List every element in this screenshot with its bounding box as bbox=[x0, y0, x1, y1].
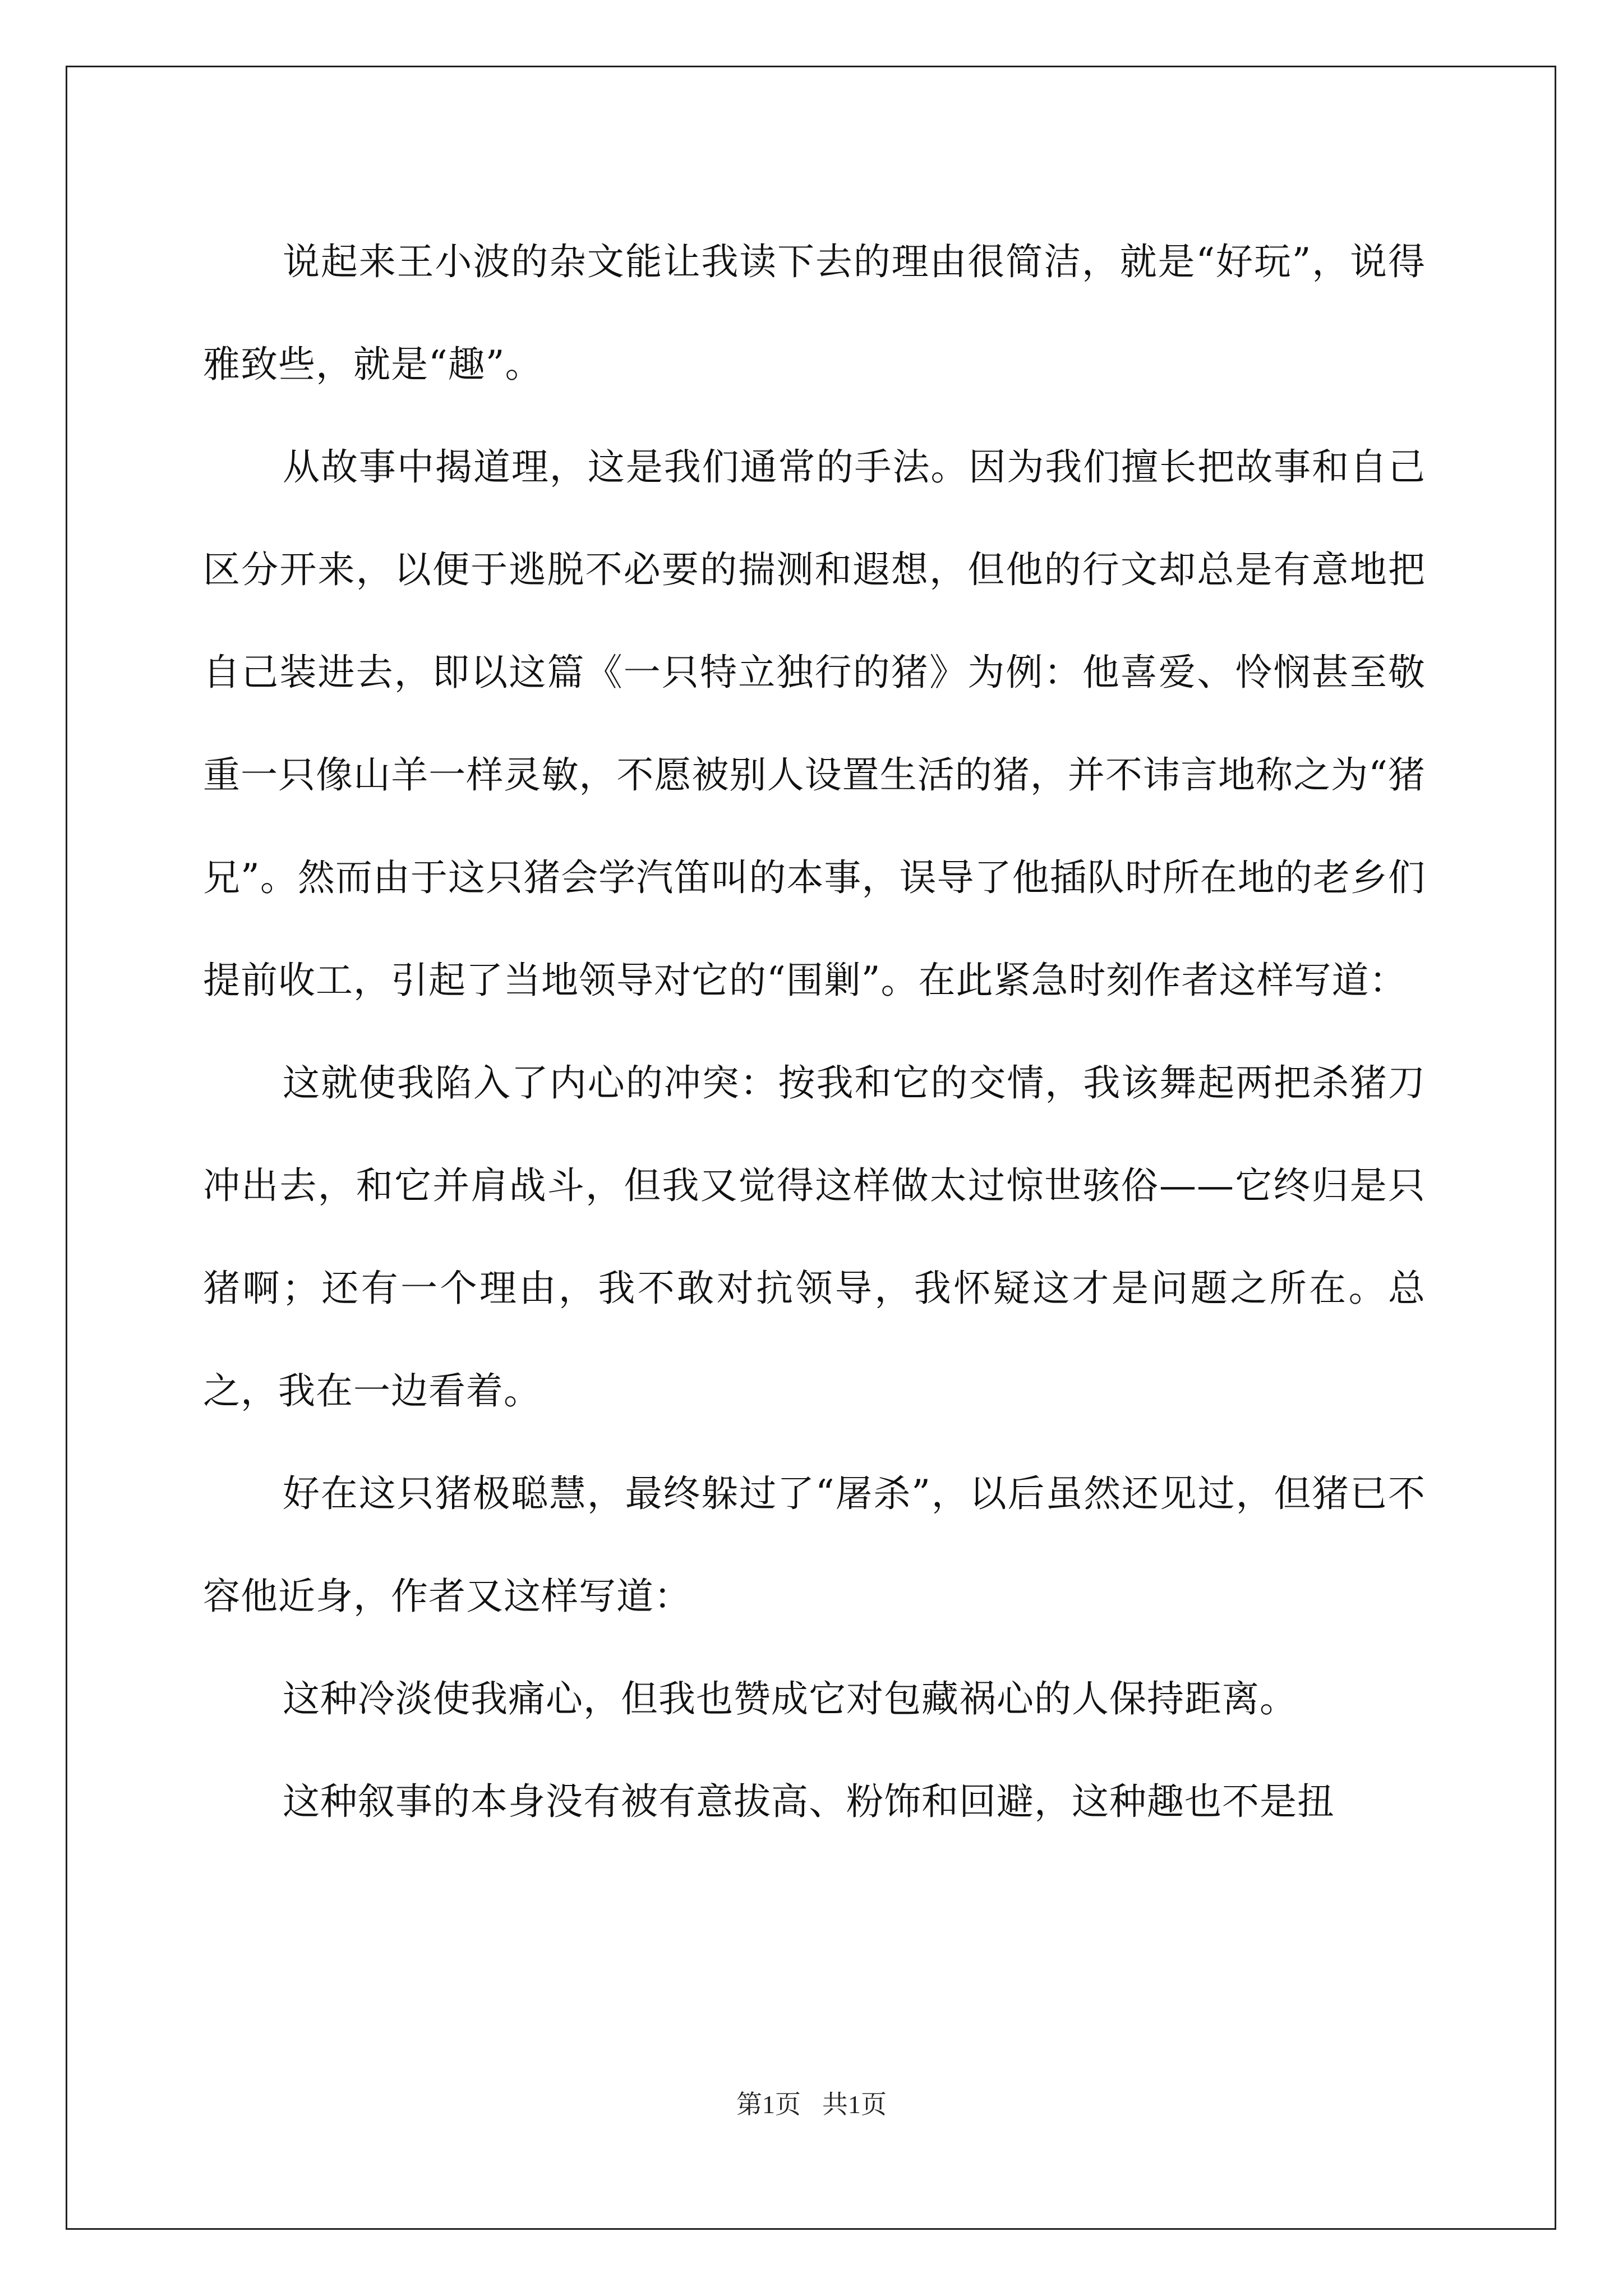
paragraph-5: 这种冷淡使我痛心，但我也赞成它对包藏祸心的人保持距离。 bbox=[283, 1677, 1297, 1720]
page-footer bbox=[0, 2088, 1623, 2122]
paragraph-3: 这就使我陷入了内心的冲突：按我和它的交情，我该舞起两把杀猪刀冲出去，和它并肩战斗，但我又觉得这样做太过惊世骇俗——它终归是只猪啊；还有一个理由，我不敢对抗领导，我怀疑这才是问题之所在。总之，我在一边看着。 bbox=[203, 1061, 1426, 1412]
paragraph-2: 从故事中揭道理，这是我们通常的手法。因为我们擅长把故事和自己区分开来，以便于逃脱不必要的揣测和遐想，但他的行文却总是有意地把自己装进去，即以这篇《一只特立独行的猪》为例：他喜爱、怜悯甚至敬重一只像山羊一样灵敏，不愿被别人设置生活的猪，并不讳言地称之为“猪兄”。然而由于这只猪会学汽笛叫的本事，误导了他插队时所在地的老乡们提前收工，引起了当地领导对它的“围剿”。在此紧急时刻作者这样写道： bbox=[203, 445, 1426, 1002]
paragraph-1: 说起来王小波的杂文能让我读下去的理由很简洁，就是“好玩”，说得雅致些，就是“趣”。 bbox=[203, 240, 1426, 386]
page-number-current: 第1页 bbox=[736, 2090, 801, 2119]
document-body bbox=[203, 210, 1426, 1853]
paragraph-4: 好在这只猪极聪慧，最终躲过了“屠杀”，以后虽然还见过，但猪已不容他近身，作者又这样写道： bbox=[203, 1472, 1426, 1618]
paragraph-6: 这种叙事的本身没有被有意拔高、粉饰和回避，这种趣也不是扭 bbox=[283, 1780, 1335, 1823]
page-number-total: 共1页 bbox=[822, 2090, 887, 2119]
